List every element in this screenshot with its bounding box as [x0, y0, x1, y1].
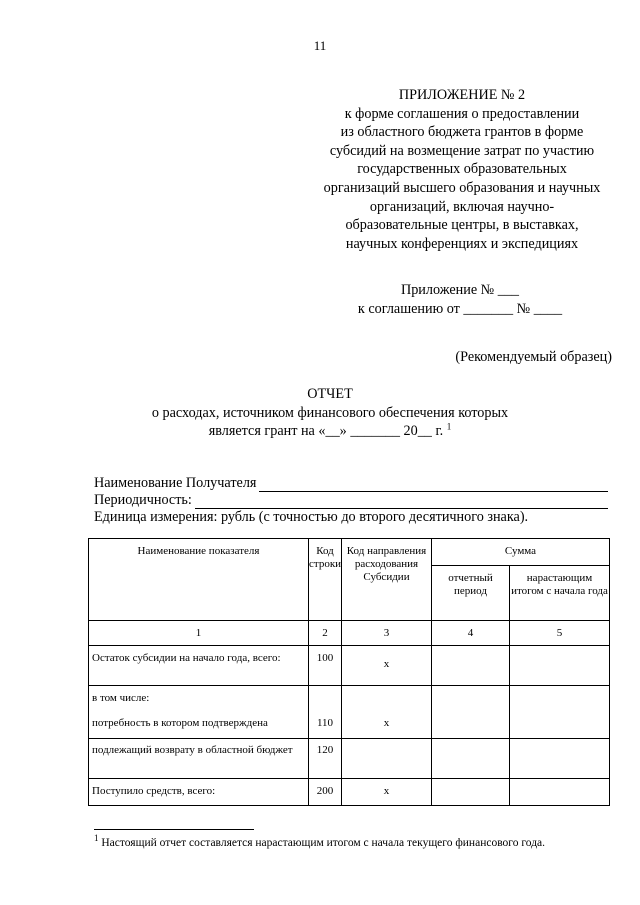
row-cumulative-value[interactable]: [510, 646, 610, 686]
header-sum: Сумма: [432, 539, 610, 566]
column-number: 1: [89, 621, 309, 646]
column-number: 5: [510, 621, 610, 646]
footnote-reference: 1: [446, 421, 452, 432]
attachment-reference: [320, 281, 600, 318]
attachment-number-line: Приложение № ___: [400, 282, 520, 298]
footnote-separator: [94, 829, 254, 830]
table-row: [89, 739, 610, 779]
row-code: 110: [309, 686, 342, 739]
table-row: [89, 686, 610, 739]
appendix-line: ПРИЛОЖЕНИЕ № 2: [398, 87, 526, 103]
appendix-line: научных конференциях и экспедициях: [345, 235, 579, 252]
row-direction-code: x: [342, 646, 432, 686]
row-code: 100: [309, 646, 342, 686]
header-indicator: Наименование показателя: [89, 539, 309, 621]
footnote-marker: 1: [94, 833, 99, 844]
row-code: 200: [309, 779, 342, 806]
row-direction-code: x: [342, 779, 432, 806]
recipient-blank-line[interactable]: [259, 477, 608, 492]
row-cumulative-value[interactable]: [510, 739, 610, 779]
report-title-block: [120, 385, 540, 441]
column-number: 4: [432, 621, 510, 646]
table-row: [89, 779, 610, 806]
row-direction-code: x: [342, 686, 432, 739]
recipient-field: [94, 474, 608, 492]
row-reporting-value[interactable]: [432, 646, 510, 686]
header-reporting-period: отчетный период: [432, 566, 510, 621]
report-date-line: является грант на «__» _______ 20__ г.: [208, 423, 444, 440]
row-code: 120: [309, 739, 342, 779]
unit-line: [94, 508, 614, 526]
row-direction-code: [342, 739, 432, 779]
period-field: [94, 491, 608, 509]
agreement-reference-line: к соглашению от _______ № ____: [357, 300, 563, 317]
row-cumulative-value[interactable]: [510, 686, 610, 739]
row-reporting-value[interactable]: [432, 686, 510, 739]
column-number: 2: [309, 621, 342, 646]
report-title: ОТЧЕТ: [307, 386, 353, 402]
footnote: [94, 833, 594, 851]
row-name: [89, 686, 309, 739]
row-name: Поступило средств, всего:: [89, 779, 309, 806]
column-number: 3: [342, 621, 432, 646]
row-cumulative-value[interactable]: [510, 779, 610, 806]
period-blank-line[interactable]: [195, 494, 608, 509]
report-table: [88, 538, 610, 806]
appendix-line: к форме соглашения о предоставлении: [344, 105, 580, 122]
appendix-heading: [292, 86, 632, 253]
recommended-sample-note: (Рекомендуемый образец): [455, 349, 612, 365]
page-number: 11: [313, 38, 327, 53]
period-label: Периодичность:: [94, 492, 192, 508]
table-row: [89, 646, 610, 686]
report-subtitle-line-2: [120, 422, 540, 441]
row-name-text: потребность в котором подтверждена: [92, 717, 268, 729]
row-reporting-value[interactable]: [432, 739, 510, 779]
header-direction-code: Код направления расходования Субсидии: [342, 539, 432, 621]
row-name: подлежащий возврату в областной бюджет: [89, 739, 309, 779]
appendix-line: организаций, включая научно-: [369, 198, 555, 215]
row-subheading: в том числе:: [92, 692, 150, 704]
appendix-line: государственных образовательных: [357, 161, 567, 178]
appendix-line: субсидий на возмещение затрат по участию: [329, 142, 595, 159]
row-reporting-value[interactable]: [432, 779, 510, 806]
appendix-line: из областного бюджета грантов в форме: [340, 124, 584, 141]
recipient-label: Наименование Получателя: [94, 475, 257, 491]
appendix-line: образовательные центры, в выставках,: [345, 217, 579, 234]
header-row-code: Код строки: [309, 539, 342, 621]
report-subtitle-line: о расходах, источником финансового обеспечения которых: [151, 404, 509, 421]
header-cumulative: нарастающим итогом с начала года: [510, 566, 610, 621]
unit-text: Единица измерения: рубль (с точностью до второго десятичного знака).: [94, 509, 529, 525]
row-name: Остаток субсидии на начало года, всего:: [89, 646, 309, 686]
footnote-text: Настоящий отчет составляется нарастающим итогом с начала текущего финансового года.: [101, 837, 546, 849]
appendix-line: организаций высшего образования и научных: [323, 179, 601, 196]
